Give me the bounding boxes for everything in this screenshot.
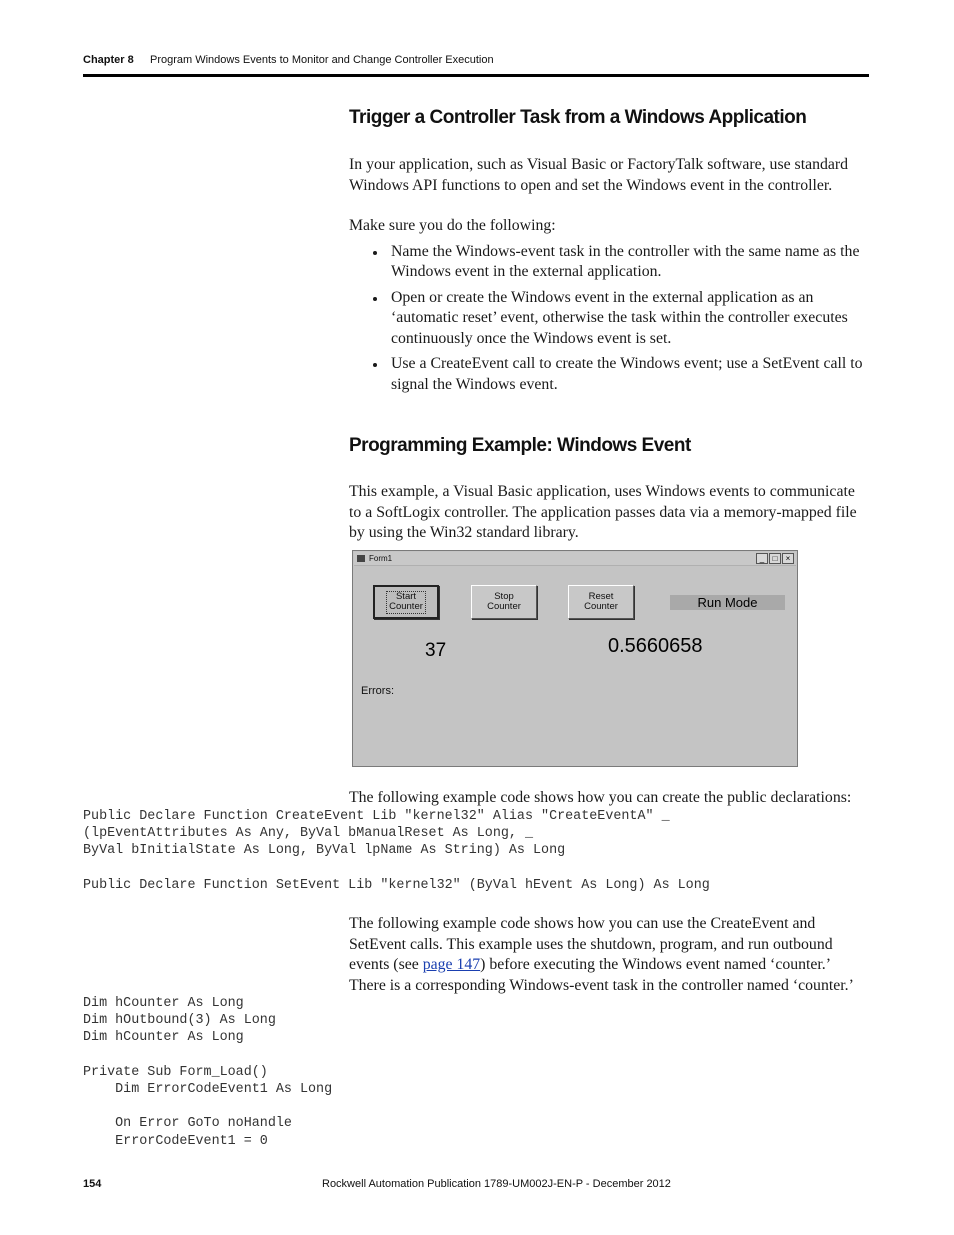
start-counter-button[interactable] xyxy=(373,585,439,619)
list-item: Name the Windows-event task in the controller with the same name as the Windows event in the external application. xyxy=(349,242,869,283)
usage-block xyxy=(349,914,869,996)
section2-intro xyxy=(349,482,869,544)
form-app-icon xyxy=(357,555,365,562)
list-item: Open or create the Windows event in the external application as an ‘automatic reset’ event, otherwise the task within the controller executes continuously once the Windows event is set. xyxy=(349,288,869,350)
stop-counter-button[interactable] xyxy=(471,585,537,619)
form1-screenshot xyxy=(352,550,798,767)
maximize-icon[interactable]: □ xyxy=(769,553,781,564)
example-paragraph: This example, a Visual Basic application, uses Windows events to communicate to a SoftLogix controller. The application passes data via a memory-mapped file by using the Win32 standard library. xyxy=(349,483,857,541)
section-heading-programming-example: Programming Example: Windows Event xyxy=(349,435,691,456)
list-item: Use a CreateEvent call to create the Windows event; use a SetEvent call to signal the Windows event. xyxy=(349,354,869,395)
run-mode-indicator: Run Mode xyxy=(670,595,785,610)
declarations-intro-block xyxy=(349,788,869,809)
form-title: Form1 xyxy=(369,554,393,563)
lead-paragraph: Make sure you do the following: xyxy=(349,217,556,234)
reset-counter-button[interactable] xyxy=(568,585,634,619)
publication-info: Rockwell Automation Publication 1789-UM002J-EN-P - December 2012 xyxy=(322,1178,671,1190)
header-rule xyxy=(83,74,869,77)
requirements-list xyxy=(349,242,869,396)
chapter-label: Chapter 8 xyxy=(83,54,134,66)
float-value: 0.5660658 xyxy=(608,635,703,657)
page-number: 154 xyxy=(83,1178,102,1190)
counter-value: 37 xyxy=(425,640,447,661)
start-counter-label: Start Counter xyxy=(389,590,423,612)
usage-text-before: The following example code shows how you can use the CreateEvent and SetEvent calls. This example uses the shutdown, program, and run outbound events (see xyxy=(349,915,833,973)
minimize-icon[interactable]: _ xyxy=(756,553,768,564)
errors-label: Errors: xyxy=(361,685,394,697)
code-block-usage: Dim hCounter As Long Dim hOutbound(3) As Long Dim hCounter As Long Private Sub Form_Load() Dim ErrorCodeEvent1 As Long On Error GoTo noHandle ErrorCodeEvent1 = 0 xyxy=(83,996,333,1149)
intro-paragraph: In your application, such as Visual Basic or FactoryTalk software, use standard Windows API functions to open and set the Windows event in the controller. xyxy=(349,156,849,194)
running-header-title: Program Windows Events to Monitor and Change Controller Execution xyxy=(150,54,494,66)
usage-text-after: ) before executing the Windows event named ‘counter.’ There is a corresponding Windows-event task in the controller named ‘counter.’ xyxy=(349,956,854,994)
section-heading-trigger-task: Trigger a Controller Task from a Windows Application xyxy=(349,107,807,128)
usage-paragraph xyxy=(349,914,869,996)
section1-requirements xyxy=(349,216,869,400)
section1-intro xyxy=(349,155,869,196)
close-icon[interactable]: × xyxy=(782,553,794,564)
code-block-declarations: Public Declare Function CreateEvent Lib "kernel32" Alias "CreateEventA" _ (lpEventAttributes As Any, ByVal bManualReset As Long, _ ByVal bInitialState As Long, ByVal lpName As String) As Long Public Declare Function SetEvent Lib "kernel32" (ByVal hEvent As Long) As Long xyxy=(83,809,710,893)
window-controls xyxy=(756,553,794,564)
form-titlebar xyxy=(354,552,796,566)
declarations-intro: The following example code shows how you can create the public declarations: xyxy=(349,789,852,806)
page-147-link[interactable]: page 147 xyxy=(422,956,481,973)
reset-counter-label: Reset Counter xyxy=(584,590,618,612)
stop-counter-label: Stop Counter xyxy=(487,590,521,612)
